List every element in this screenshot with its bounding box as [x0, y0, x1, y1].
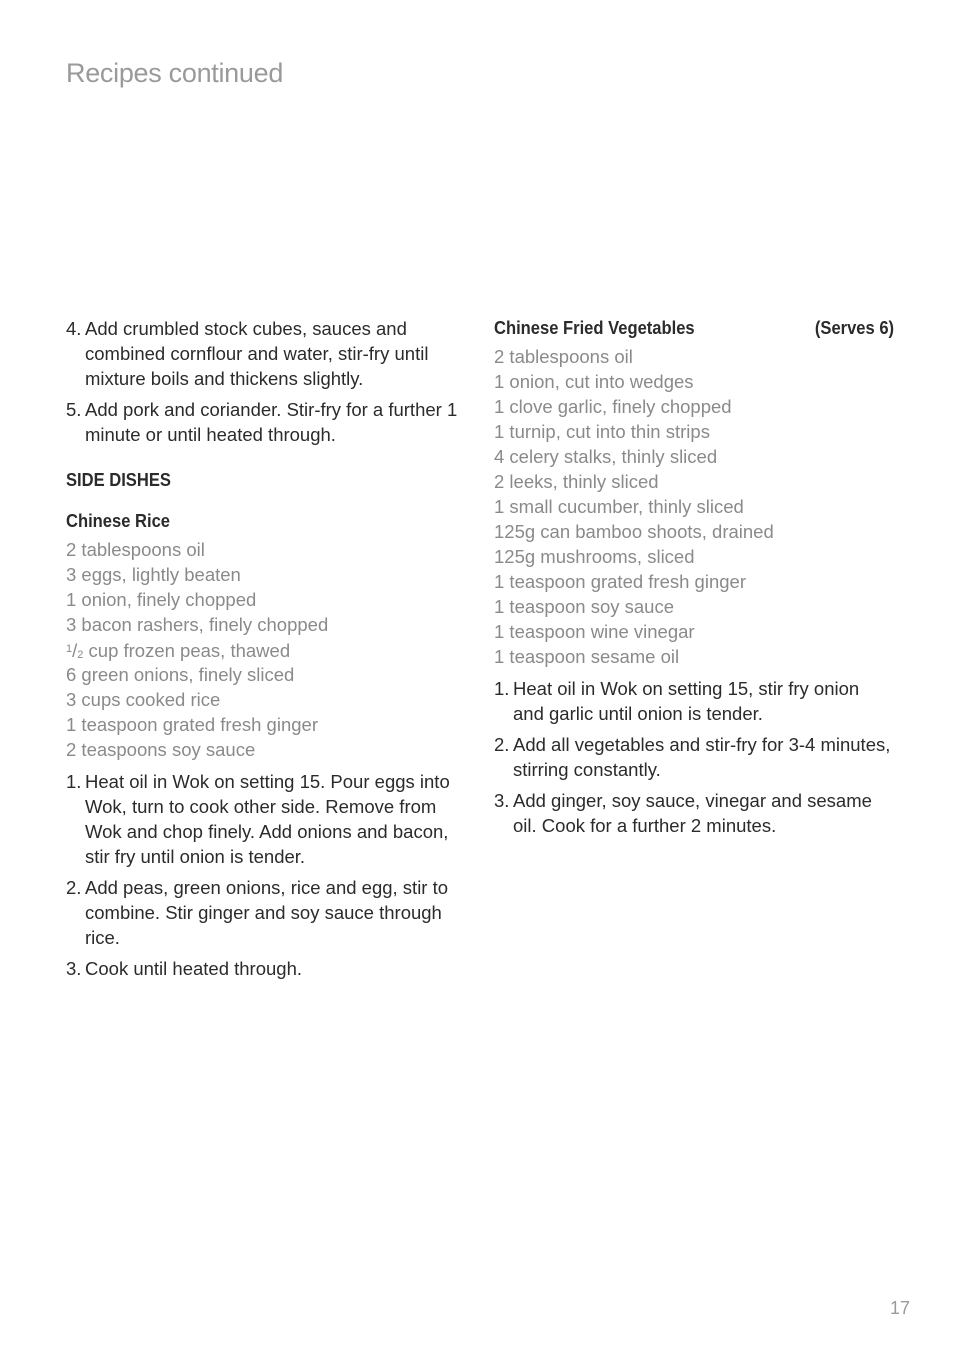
ingredient-item: 4 celery stalks, thinly sliced	[494, 446, 718, 467]
step-item	[66, 956, 466, 981]
ingredient-item: 1 onion, cut into wedges	[494, 371, 694, 392]
serves-label: (Serves 6)	[814, 318, 894, 338]
ingredient-item: 6 green onions, finely sliced	[66, 664, 295, 685]
ingredient-item: 2 tablespoons oil	[494, 346, 633, 367]
ingredient-item: 125g mushrooms, sliced	[494, 546, 695, 567]
step-item	[66, 769, 466, 869]
recipe-title	[66, 509, 466, 534]
ingredient-item: 3 bacon rashers, finely chopped	[66, 614, 329, 635]
fraction-numerator: 1	[66, 643, 73, 655]
recipe-title	[494, 316, 894, 341]
ingredient-item: 1 teaspoon grated fresh ginger	[494, 571, 746, 592]
ingredient-item: 1 turnip, cut into thin strips	[494, 421, 710, 442]
step-number: 1.	[494, 678, 510, 699]
step-item	[66, 316, 466, 391]
step-item	[494, 732, 894, 782]
step-text: Add all vegetables and stir-fry for 3-4 minutes, stirring constantly.	[513, 734, 891, 780]
continued-steps	[66, 316, 466, 447]
ingredient-text: cup frozen peas, thawed	[88, 640, 291, 661]
ingredient-item: 1 teaspoon grated fresh ginger	[66, 714, 318, 735]
page-title: Recipes continued	[66, 58, 284, 88]
method-steps	[494, 676, 894, 838]
ingredient-item: 1 teaspoon wine vinegar	[494, 621, 695, 642]
step-item	[66, 875, 466, 950]
ingredient-item: 125g can bamboo shoots, drained	[494, 521, 774, 542]
page-number: 17	[889, 1298, 910, 1318]
step-item	[66, 397, 466, 447]
step-item	[494, 788, 894, 838]
method-steps	[66, 769, 466, 981]
ingredient-item: 1 teaspoon soy sauce	[494, 596, 674, 617]
step-number: 2.	[494, 734, 510, 755]
step-text: Add crumbled stock cubes, sauces and combined cornflour and water, stir-fry until mixture boils and thickens slightly.	[85, 318, 429, 389]
step-text: Heat oil in Wok on setting 15. Pour eggs into Wok, turn to cook other side. Remove from Wok and chop finely. Add onions and bacon, stir fry until onion is tender.	[85, 771, 450, 867]
section-heading: SIDE DISHES	[66, 470, 171, 490]
right-column	[494, 316, 894, 844]
step-number: 5.	[66, 399, 82, 420]
step-text: Add peas, green onions, rice and egg, stir to combine. Stir ginger and soy sauce through rice.	[85, 877, 449, 948]
left-column	[66, 316, 466, 987]
ingredient-item: 3 cups cooked rice	[66, 689, 221, 710]
ingredient-item: 2 leeks, thinly sliced	[494, 471, 659, 492]
ingredient-item: 2 tablespoons oil	[66, 539, 205, 560]
step-number: 3.	[494, 790, 510, 811]
step-text: Add ginger, soy sauce, vinegar and sesame oil. Cook for a further 2 minutes.	[513, 790, 872, 836]
ingredient-item: 1 small cucumber, thinly sliced	[494, 496, 744, 517]
step-item	[494, 676, 894, 726]
ingredient-item: 1 onion, finely chopped	[66, 589, 257, 610]
step-text: Heat oil in Wok on setting 15, stir fry onion and garlic until onion is tender.	[513, 678, 860, 724]
ingredient-item: 3 eggs, lightly beaten	[66, 564, 241, 585]
fraction-denominator: 2	[77, 649, 84, 661]
step-text: Add pork and coriander. Stir-fry for a further 1 minute or until heated through.	[85, 399, 458, 445]
recipe-name: Chinese Rice	[66, 511, 171, 531]
ingredient-item: 1 clove garlic, finely chopped	[494, 396, 732, 417]
recipe-name: Chinese Fried Vegetables	[494, 318, 695, 338]
ingredient-list	[66, 537, 466, 762]
step-number: 1.	[66, 771, 82, 792]
ingredient-item-fraction: $^1$/2 cup frozen peas, thawed	[66, 640, 291, 661]
step-number: 3.	[66, 958, 82, 979]
step-number: 2.	[66, 877, 82, 898]
step-number: 4.	[66, 318, 82, 339]
ingredient-item: 2 teaspoons soy sauce	[66, 739, 256, 760]
ingredient-item: 1 teaspoon sesame oil	[494, 646, 680, 667]
step-text: Cook until heated through.	[85, 958, 303, 979]
ingredient-list	[494, 344, 894, 669]
